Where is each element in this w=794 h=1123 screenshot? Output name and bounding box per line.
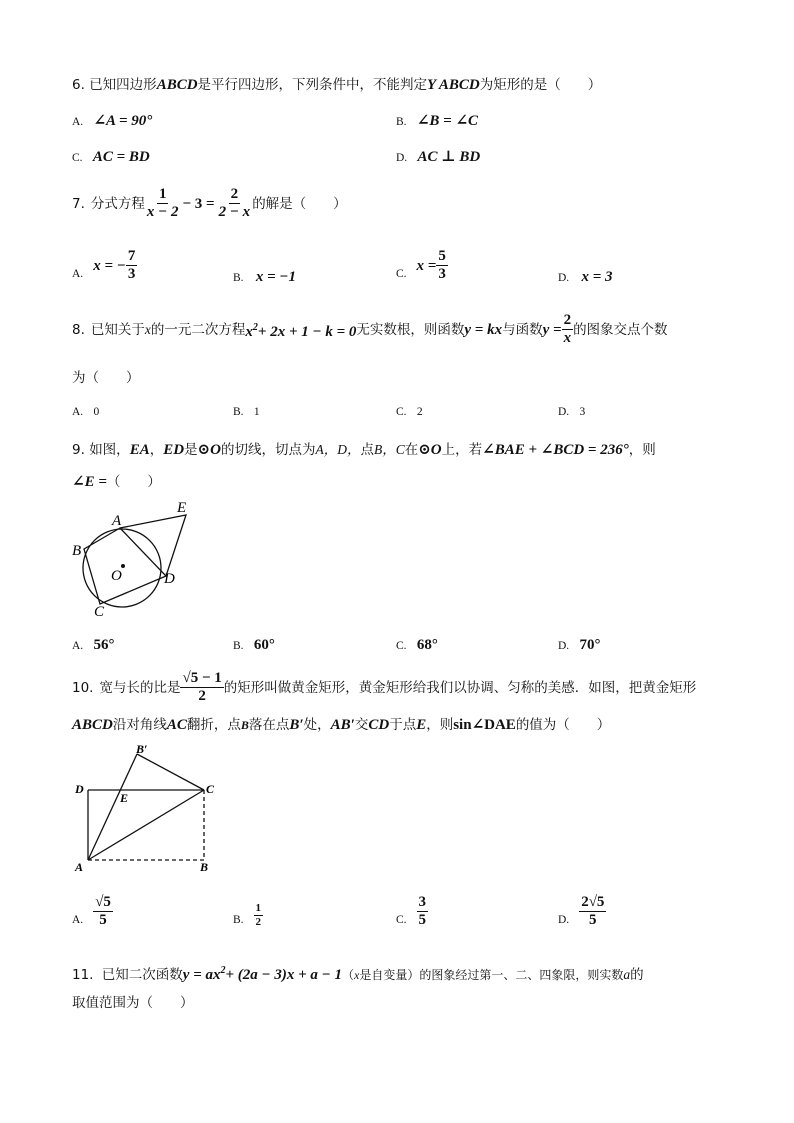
question-9: 9. 如图，EA，ED是⊙O的切线，切点为A，D，点B，C在⊙O上，若∠BAE + ∠BCD = 236°，则 [72,442,656,458]
option-b: B. ∠B = ∠C [396,113,479,129]
fraction: $\frac{2√5}{5}$ [581,894,605,928]
fraction: $\frac{√5 - 1}{2}$ [182,670,222,704]
option-c: C. 2 [396,406,423,418]
svg-text:B: B [200,860,209,874]
option-a: A. x = − $\frac{7}{3}$ [72,248,136,282]
golden-rectangle-figure [70,740,220,876]
question-number: 10. [72,679,94,696]
svg-text:D: D [75,782,84,796]
fraction: $\frac{2}{2 - x}$ [218,186,251,220]
option-c: C. x = $\frac{5}{3}$ [396,248,446,282]
option-d: D. $\frac{2√5}{5}$ [558,894,605,928]
svg-text:E: E [177,500,187,516]
question-number: 8. [72,321,85,338]
diagonal-ac [88,790,204,860]
svg-text:B: B [72,543,82,559]
option-b: B. $\frac{1}{2}$ [233,902,262,928]
svg-text:B′: B′ [136,742,148,756]
fold-ab-prime [88,754,137,860]
fraction: $\frac{1}{2}$ [255,902,262,928]
option-d: D. AC ⊥ BD [396,149,481,165]
fraction: $\frac{5}{3}$ [438,248,446,282]
question-6: 6. 已知四边形ABCD是平行四边形，下列条件中，不能判定Y ABCD为矩形的是（ ） [72,77,602,93]
option-d: D. x = 3 [558,269,613,285]
fold-b-prime-c [137,754,204,790]
fraction: $\frac{√5}{5}$ [95,894,111,928]
question-9-line2: ∠E =（ ） [72,474,161,490]
svg-text:O: O [111,568,122,584]
question-number: 6. [72,77,85,93]
question-10: 10. 宽与长的比是 $\frac{√5 - 1}{2}$ 的矩形叫做黄金矩形，黄金矩形给我们以协调、匀称的美感．如图，把黄金矩形 [72,670,697,704]
option-a: A. 56° [72,637,115,653]
tangent-lines [120,515,186,576]
question-8-line2: 为（ ） [72,370,140,386]
question-8: 8. 已知关于 x 的一元二次方程 $x^2+ 2x + 1 - k = 0$ 无实数根，则函数 y = kx 与函数 y = $\frac{2}{x}$ 的图象交点个数 [72,312,668,346]
option-b: B. 60° [233,637,275,653]
option-c: C. AC = BD [72,149,150,165]
question-number: 11. [72,967,94,983]
option-a: A. 0 [72,406,100,418]
fraction: $\frac{2}{x}$ [563,312,572,346]
question-number: 9. [72,442,85,458]
svg-text:C: C [206,782,215,796]
option-a: A. $\frac{√5}{5}$ [72,894,111,928]
svg-text:D: D [164,571,175,587]
svg-text:E: E [120,791,129,805]
option-b: B. x = −1 [233,269,296,285]
option-b: B. 1 [233,406,260,418]
option-c: C. 68° [396,637,438,653]
question-10-line2: ABCD沿对角线AC翻折，点B落在点B′处，AB′交CD于点E，则sin∠DAE的值为（ ） [72,717,611,733]
question-11: 11. 已知二次函数$y = ax^2+ (2a - 3)x + a - 1(x$是自变量）的图象经过第一、二、四象限，则实数a的 [72,965,644,983]
svg-text:C: C [94,604,105,620]
question-11-line2: 取值范围为（ ） [72,995,194,1011]
svg-text:A: A [75,860,84,874]
fraction: $\frac{7}{3}$ [127,248,136,282]
option-a: A. ∠A = 90° [72,113,153,129]
fraction: $\frac{3}{5}$ [418,894,427,928]
option-d: D. 70° [558,637,601,653]
question-7: 7. 分式方程 $\frac{1}{x - 2}$ − 3 = $\frac{2}{2 - x}$ 的解是（ ） [72,186,347,220]
option-c: C. $\frac{3}{5}$ [396,894,427,928]
question-number: 7. [72,195,85,212]
fraction: $\frac{1}{x - 2}$ [146,186,179,220]
circle-tangent-figure [66,494,206,620]
option-d: D. 3 [558,406,586,418]
svg-text:A: A [112,513,122,529]
